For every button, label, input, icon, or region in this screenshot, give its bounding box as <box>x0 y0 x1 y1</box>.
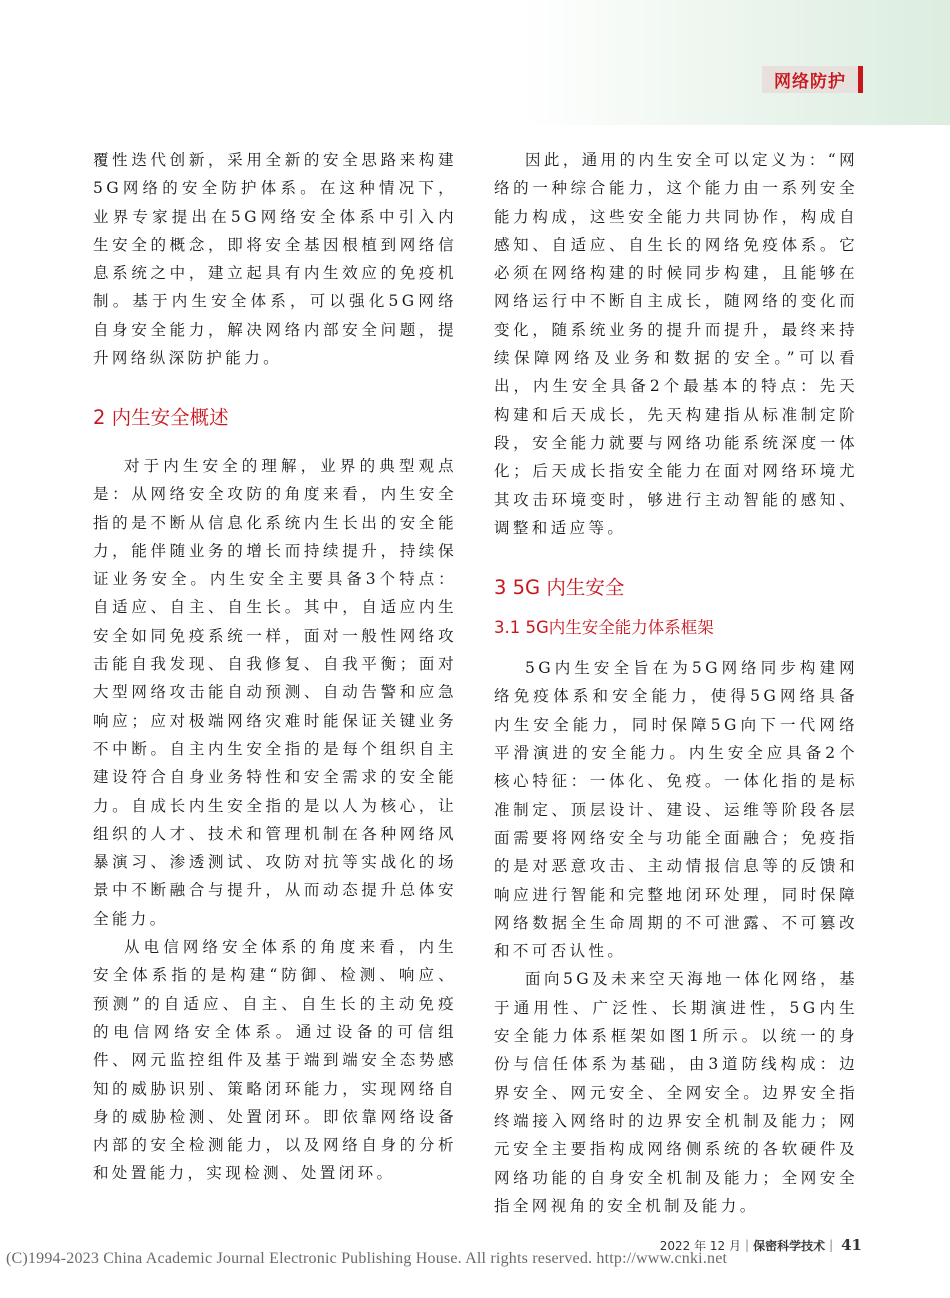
section-2-heading: 2 内生安全概述 <box>93 406 229 429</box>
page-number: 41 <box>841 1236 862 1254</box>
publication-name: 保密科学技术 <box>753 1238 826 1253</box>
section-3-1-heading: 3.1 5G内生安全能力体系框架 <box>494 618 714 638</box>
section-tab: 网络防护 <box>762 66 863 93</box>
issue-date: 2022 年 12 月 <box>659 1238 742 1253</box>
right-column <box>494 146 858 1220</box>
section-2-paragraph-1: 对于内生安全的理解，业界的典型观点是：从网络安全攻防的角度来看，内生安全指的是不断从信息化系统内生长出的安全能力，能伴随业务的增长而持续提升，持续保证业务安全。内生安全主要具备3个特点：自适应、自主、自生长。其中，自适应内生安全如同免疫系统一样，面对一般性网络攻击能自我发现、自我修复、自我平衡；面对大型网络攻击能自动预测、自动告警和应急响应；应对极端网络灾难时能保证关键业务不中断。自主内生安全指的是每个组织自主建设符合自身业务特性和安全需求的安全能力。自成长内生安全指的是以人为核心，让组织的人才、技术和管理机制在各种网络风暴演习、渗透测试、攻防对抗等实战化的场景中不断融合与提升，从而动态提升总体安全能力。 <box>93 457 457 928</box>
header-band <box>0 0 950 125</box>
copyright-line: (C)1994-2023 China Academic Journal Electronic Publishing House. All rights reserved. http://www.cnki.net <box>6 1250 728 1267</box>
footer-separator: | <box>829 1238 834 1252</box>
section-3-1-paragraph-1: 5G内生安全旨在为5G网络同步构建网络免疫体系和安全能力，使得5G网络具备内生安全能力，同时保障5G向下一代网络平滑演进的安全能力。内生安全应具备2个核心特征：一体化、免疫。一体化指的是标准制定、顶层设计、建设、运维等阶段各层面需要将网络安全与功能全面融合；免疫指的是对恶意攻击、主动情报信息等的反馈和响应进行智能和完整地闭环处理，同时保障网络数据全生命周期的不可泄露、不可篡改和不可否认性。 <box>494 659 858 961</box>
left-column <box>93 146 457 1188</box>
footer-separator: | <box>745 1238 750 1252</box>
intro-paragraph: 覆性迭代创新，采用全新的安全思路来构建5G网络的安全防护体系。在这种情况下，业界专家提出在5G网络安全体系中引入内生安全的概念，即将安全基因根植到网络信息系统之中，建立起具有内生效应的免疫机制。基于内生安全体系，可以强化5G网络自身安全能力，解决网络内部安全问题，提升网络纵深防护能力。 <box>93 151 457 368</box>
section-2-paragraph-2: 从电信网络安全体系的角度来看，内生安全体系指的是构建“防御、检测、响应、预测”的自适应、自主、自生长的主动免疫的电信网络安全体系。通过设备的可信组件、网元监控组件及基于端到端安全态势感知的威胁识别、策略闭环能力，实现网络自身的威胁检测、处置闭环。即依靠网络设备内部的安全检测能力，以及网络自身的分析和处置能力，实现检测、处置闭环。 <box>93 938 457 1183</box>
definition-paragraph: 因此，通用的内生安全可以定义为：“网络的一种综合能力，这个能力由一系列安全能力构成，这些安全能力共同协作，构成自感知、自适应、自生长的网络免疫体系。它必须在网络构建的时候同步构建，且能够在网络运行中不断自主成长，随网络的变化而变化，随系统业务的提升而提升，最终来持续保障网络及业务和数据的安全。”可以看出，内生安全具备2个最基本的特点：先天构建和后天成长，先天构建指从标准制定阶段，安全能力就要与网络功能系统深度一体化；后天成长指安全能力在面对网络环境尤其攻击环境变时，够进行主动智能的感知、调整和适应等。 <box>494 151 858 537</box>
section-3-heading: 3 5G 内生安全 <box>494 576 625 600</box>
section-3-1-paragraph-2: 面向5G及未来空天海地一体化网络，基于通用性、广泛性、长期演进性，5G内生安全能力体系框架如图1所示。以统一的身份与信任体系为基础，由3道防线构成：边界安全、网元安全、全网安全。边界安全指终端接入网络时的边界安全机制及能力；网元安全主要指构成网络侧系统的各软硬件及网络功能的自身安全机制及能力；全网安全指全网视角的安全机制及能力。 <box>494 970 858 1215</box>
